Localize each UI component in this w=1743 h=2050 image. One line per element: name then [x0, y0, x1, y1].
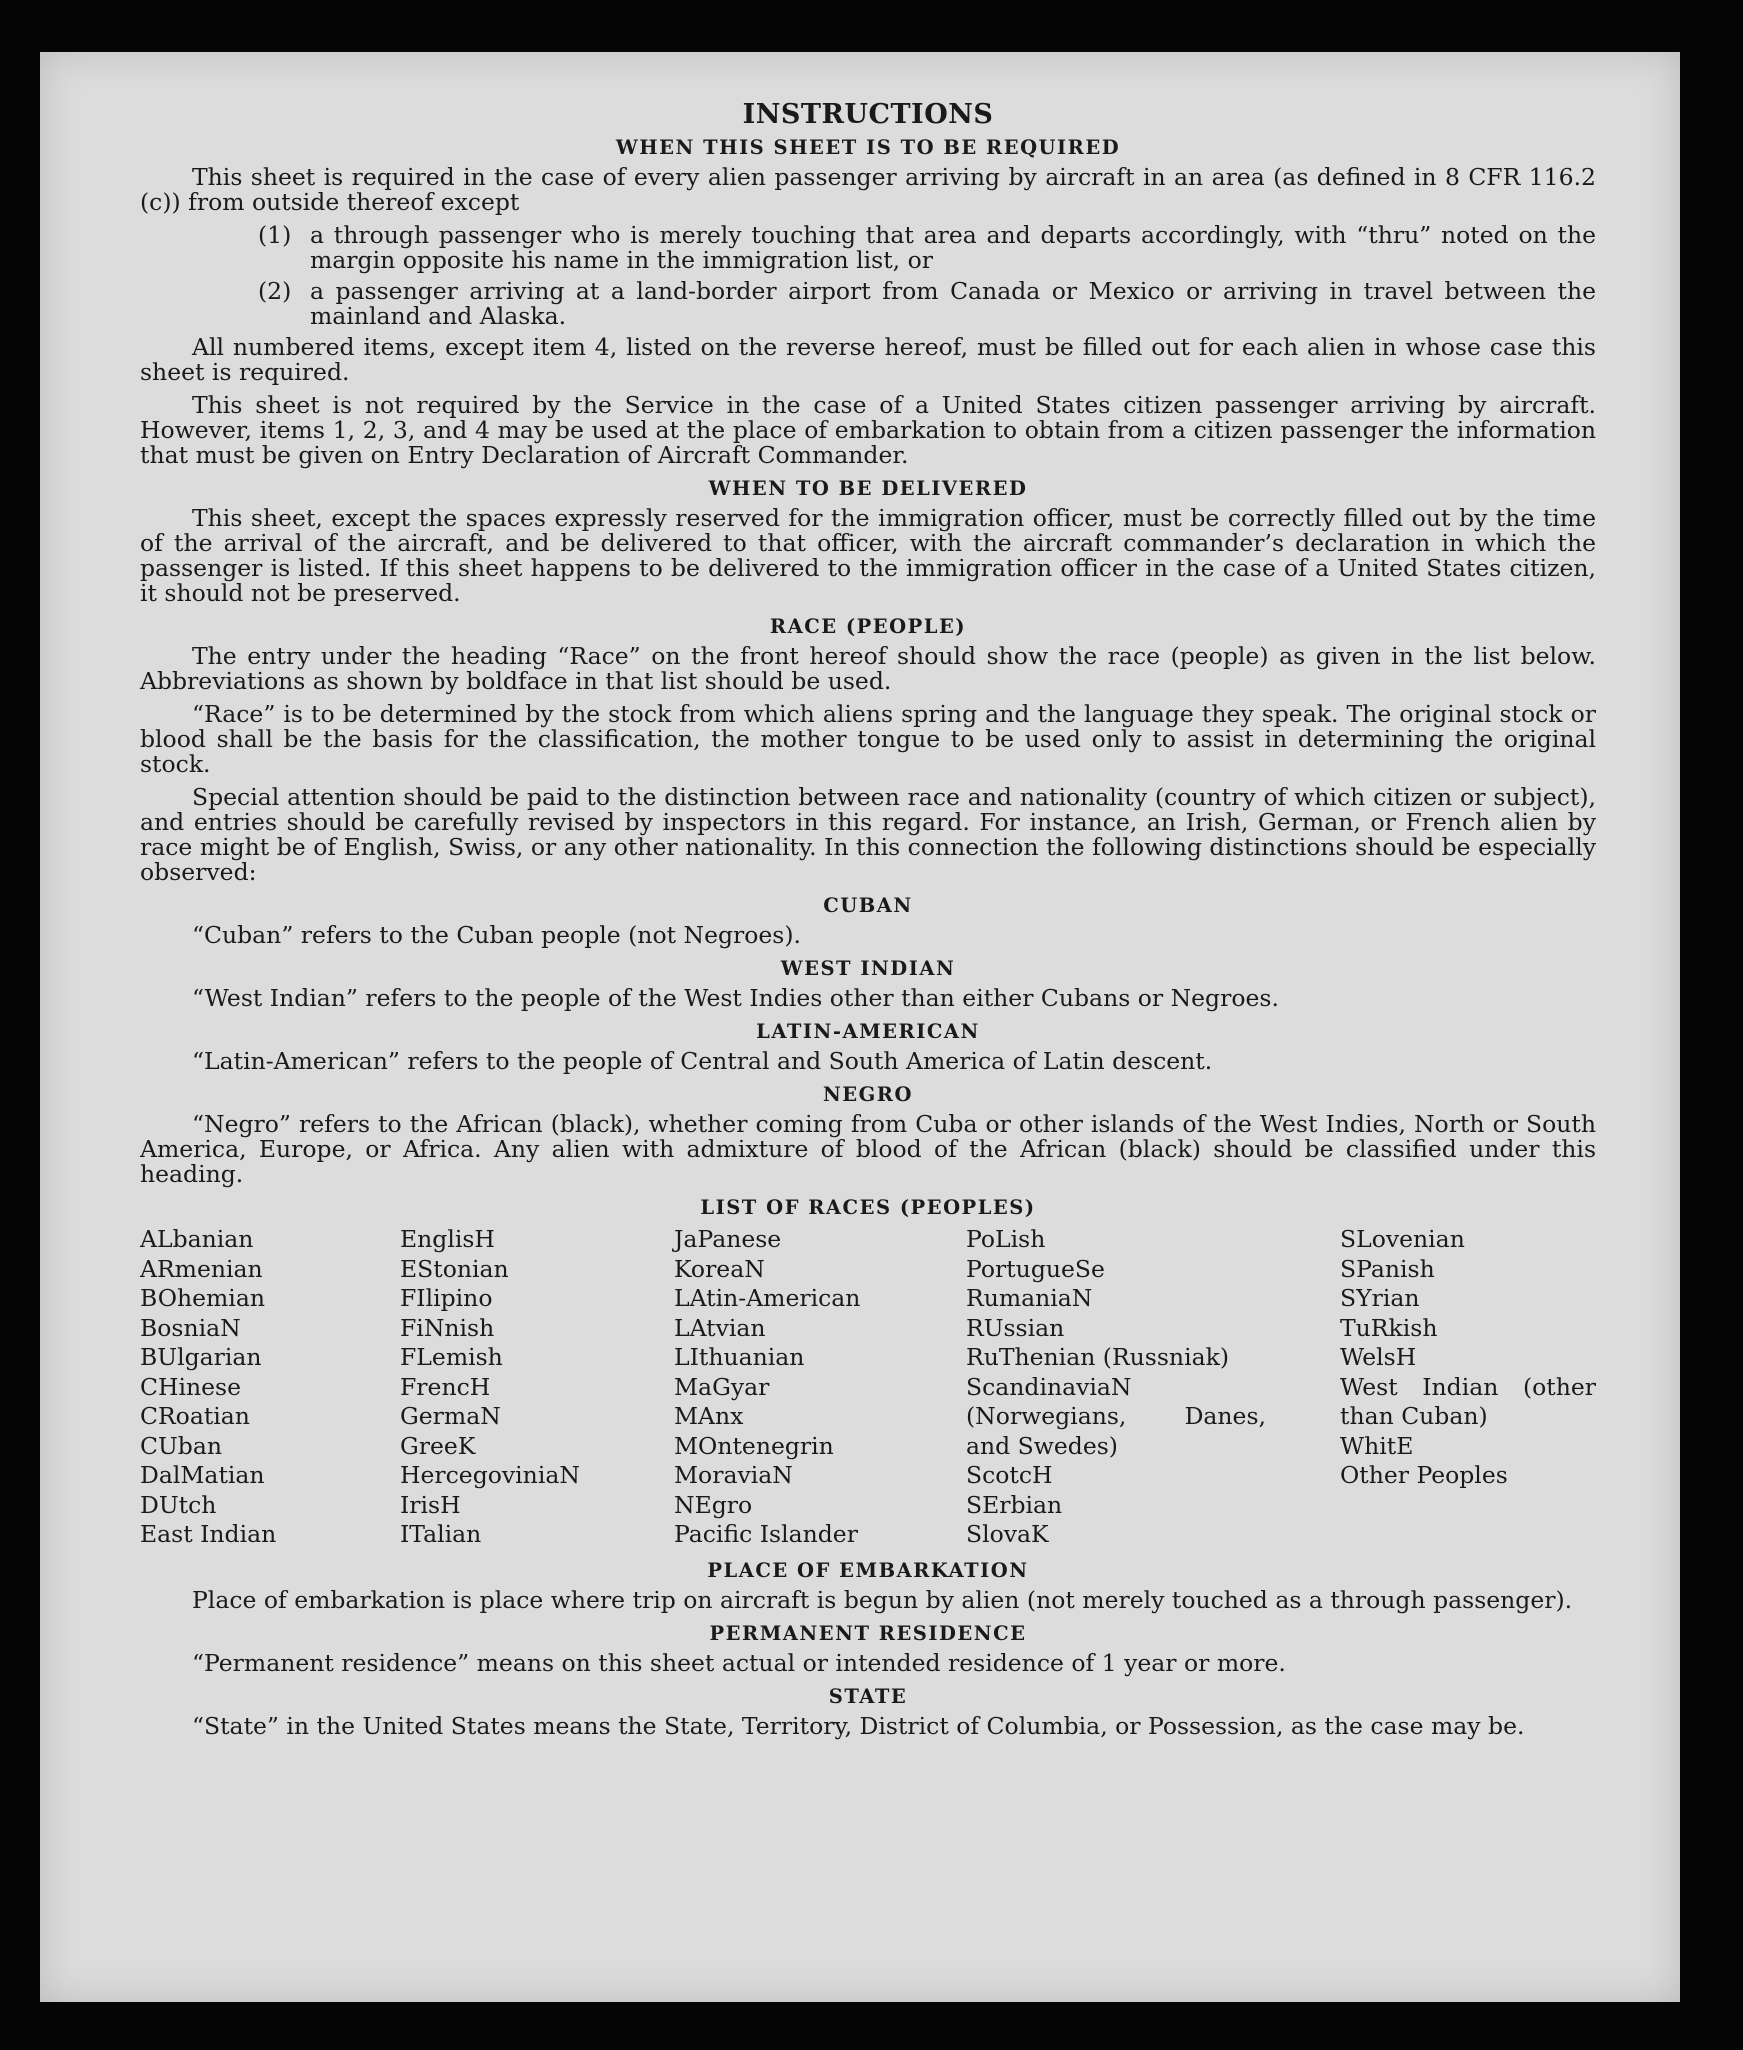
races-column-2 [400, 1225, 674, 1550]
list-item: NEgro [674, 1490, 753, 1519]
list-item: WelsH [1340, 1343, 1417, 1371]
required-paragraph-2: All numbered items, except item 4, listed on the reverse hereof, must be filled out for each alien in whose case this sheet is required. [140, 333, 1596, 386]
heading-when-delivered: WHEN TO BE DELIVERED [708, 477, 1028, 500]
race-paragraph-2: “Race” is to be determined by the stock from which aliens spring and the language they speak. The original stock or blood shall be the basis for the classification, the mother tongue to be used only to assist in determining the original stock. [140, 700, 1596, 778]
list-item: DUtch [140, 1490, 217, 1519]
latin-american-text: “Latin-American” refers to the people of Central and South America of Latin descent. [192, 1047, 1213, 1075]
heading-race: RACE (PEOPLE) [769, 615, 967, 638]
list-item: HercegoviniaN [400, 1461, 580, 1489]
list-item: WhitE [1340, 1431, 1414, 1460]
required-intro: This sheet is required in the case of every alien passenger arriving by aircraft in an area (as defined in 8 CFR 116.2 (c)) from outside thereof except [140, 163, 1596, 216]
state-text: “State” in the United States means the State, Territory, District of Columbia, or Possession, as the case may be. [192, 1711, 1525, 1740]
list-item-west-indian: West Indian (other than Cuban) [1340, 1372, 1596, 1430]
list-item: MaGyar [674, 1372, 770, 1401]
heading-list-of-races: LIST OF RACES (PEOPLES) [700, 1196, 1036, 1219]
list-item: FLemish [400, 1343, 503, 1371]
list-item: CHinese [140, 1372, 241, 1401]
heading-when-required: WHEN THIS SHEET IS TO BE REQUIRED [615, 136, 1121, 159]
races-column-4 [966, 1225, 1340, 1550]
list-item: ARmenian [140, 1254, 263, 1283]
heading-state: STATE [828, 1684, 908, 1708]
list-item: LIthuanian [674, 1343, 805, 1371]
list-item: SErbian [966, 1490, 1063, 1519]
races-column-5 [1340, 1225, 1596, 1550]
heading-place-of-embarkation: PLACE OF EMBARKATION [707, 1558, 1029, 1582]
list-item: BosniaN [140, 1313, 241, 1342]
list-item: BUlgarian [140, 1343, 262, 1371]
list-item: CRoatian [140, 1402, 250, 1430]
cuban-text: “Cuban” refers to the Cuban people (not Negroes). [192, 921, 802, 949]
list-item: DalMatian [140, 1461, 265, 1489]
west-indian-text: “West Indian” refers to the people of the West Indies other than either Cubans or Negroes. [192, 984, 1279, 1012]
list-item: FrencH [400, 1372, 491, 1401]
list-item: RumaniaN [966, 1284, 1093, 1312]
list-item: FiNnish [400, 1313, 495, 1342]
heading-negro: NEGRO [822, 1083, 914, 1106]
item-number: (1) [258, 221, 292, 249]
required-item-1 [258, 223, 1596, 273]
item-number: (2) [258, 277, 292, 305]
list-item: SLovenian [1340, 1225, 1465, 1253]
races-list [140, 1225, 1596, 1550]
list-item: ALbanian [140, 1225, 254, 1253]
list-item: SlovaK [966, 1520, 1049, 1548]
item-text: a through passenger who is merely touching that area and departs accordingly, with “thru” noted on the margin opposite his name in the immigration list, or [310, 221, 1596, 274]
list-item: LAtin-American [674, 1284, 861, 1312]
list-item: GermaN [400, 1402, 501, 1430]
required-paragraph-3: This sheet is not required by the Service in the case of a United States citizen passenger arriving by aircraft. However, items 1, 2, 3, and 4 may be used at the place of embarkation to obtain from a citizen passenger the information that must be given on Entry Declaration of Aircraft Commander. [140, 391, 1596, 469]
list-item: EnglisH [400, 1225, 495, 1253]
list-item: FIlipino [400, 1284, 493, 1312]
negro-text: “Negro” refers to the African (black), whether coming from Cuba or other islands of the West Indies, North or South America, Europe, or Africa. Any alien with admixture of blood of the African (black) should be classified under this heading. [140, 1110, 1596, 1188]
delivered-paragraph: This sheet, except the spaces expressly reserved for the immigration officer, must be correctly filled out by the time of the arrival of the aircraft, and be delivered to that officer, with the aircraft commander’s declaration in which the passenger is listed. If this sheet happens to be delivered to the immigration officer in the case of a United States citizen, it should not be preserved. [140, 504, 1596, 607]
embarkation-text: Place of embarkation is place where trip on aircraft is begun by alien (not merely touched as a through passenger). [192, 1585, 1573, 1614]
list-item: IrisH [400, 1490, 461, 1519]
heading-permanent-residence: PERMANENT RESIDENCE [709, 1621, 1027, 1645]
list-item: ScotcH [966, 1461, 1053, 1489]
residence-text: “Permanent residence” means on this sheet actual or intended residence of 1 year or more. [192, 1648, 1286, 1677]
list-item: KoreaN [674, 1254, 765, 1283]
heading-cuban: CUBAN [823, 894, 913, 917]
heading-latin-american: LATIN-AMERICAN [756, 1020, 980, 1043]
list-item: ITalian [400, 1520, 482, 1548]
list-item: BOhemian [140, 1284, 265, 1312]
list-item: EStonian [400, 1254, 509, 1283]
list-item: GreeK [400, 1431, 476, 1460]
list-item: RUssian [966, 1313, 1065, 1342]
races-column-3 [674, 1225, 966, 1550]
list-item: PortugueSe [966, 1254, 1105, 1283]
list-item: SYrian [1340, 1284, 1420, 1312]
list-item: MoraviaN [674, 1461, 793, 1489]
document-sheet [40, 52, 1680, 2002]
races-column-1 [140, 1225, 400, 1550]
heading-west-indian: WEST INDIAN [780, 957, 956, 980]
list-item: TuRkish [1340, 1313, 1438, 1342]
list-item: PoLish [966, 1225, 1046, 1253]
list-item: MOntenegrin [674, 1431, 834, 1460]
item-text: a passenger arriving at a land-border airport from Canada or Mexico or arriving in travel between the mainland and Alaska. [310, 277, 1596, 330]
list-item: RuThenian (Russniak) [966, 1343, 1229, 1371]
required-item-2 [258, 279, 1596, 329]
race-paragraph-3: Special attention should be paid to the distinction between race and nationality (country of which citizen or subject), and entries should be carefully revised by inspectors in this regard. For instance, an Irish, German, or French alien by race might be of English, Swiss, or any other nationality. In this connection the following distinctions should be especially observed: [140, 783, 1596, 886]
list-item: CUban [140, 1431, 222, 1460]
list-item-scandinavian: ScandinaviaN (Norwegians, Danes, and Swedes) [966, 1372, 1266, 1460]
list-item: JaPanese [674, 1225, 782, 1253]
list-item: Other Peoples [1340, 1461, 1508, 1489]
race-paragraph-1: The entry under the heading “Race” on the front hereof should show the race (people) as given in the list below. Abbreviations as shown by boldface in that list should be used. [140, 642, 1596, 695]
list-item: SPanish [1340, 1254, 1435, 1283]
list-item: East Indian [140, 1520, 277, 1548]
list-item: LAtvian [674, 1313, 766, 1342]
list-item: Pacific Islander [674, 1520, 858, 1548]
instructions-content [140, 99, 1596, 1747]
page-title: INSTRUCTIONS [742, 99, 994, 130]
list-item: MAnx [674, 1402, 744, 1430]
